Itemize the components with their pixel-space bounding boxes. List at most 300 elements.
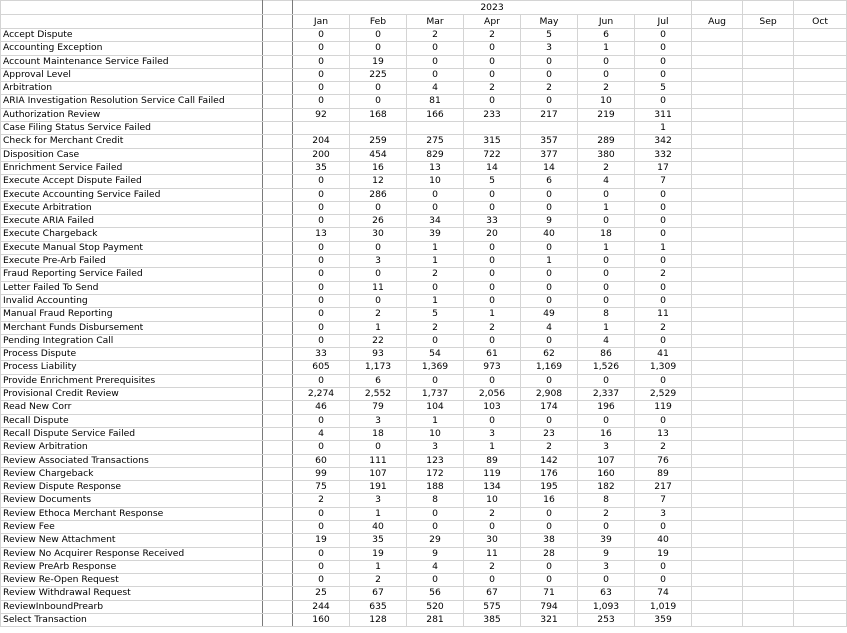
value-cell[interactable]: 0 [293,188,350,201]
value-cell[interactable]: 0 [407,42,464,55]
value-cell[interactable] [743,507,794,520]
value-cell[interactable]: 0 [464,188,521,201]
value-cell[interactable]: 67 [350,587,407,600]
spacer-cell[interactable] [263,600,293,613]
year-header[interactable]: 2023 [293,1,692,15]
value-cell[interactable]: 20 [464,228,521,241]
value-cell[interactable]: 10 [407,427,464,440]
value-cell[interactable] [692,255,743,268]
value-cell[interactable]: 1 [350,507,407,520]
value-cell[interactable]: 1 [521,255,578,268]
row-label[interactable]: Recall Dispute Service Failed [1,427,263,440]
value-cell[interactable] [743,520,794,533]
value-cell[interactable]: 123 [407,454,464,467]
value-cell[interactable]: 0 [293,215,350,228]
spacer-cell[interactable] [263,361,293,374]
value-cell[interactable]: 0 [350,268,407,281]
value-cell[interactable] [743,600,794,613]
value-cell[interactable]: 2 [350,308,407,321]
row-label[interactable]: Disposition Case [1,148,263,161]
spacer-cell[interactable] [263,201,293,214]
value-cell[interactable]: 104 [407,401,464,414]
value-cell[interactable]: 2 [578,82,635,95]
value-cell[interactable]: 0 [464,241,521,254]
value-cell[interactable]: 315 [464,135,521,148]
value-cell[interactable]: 19 [293,534,350,547]
row-label[interactable]: Review Arbitration [1,441,263,454]
value-cell[interactable]: 200 [293,148,350,161]
value-cell[interactable]: 3 [521,42,578,55]
value-cell[interactable] [692,281,743,294]
value-cell[interactable]: 86 [578,348,635,361]
value-cell[interactable]: 10 [578,95,635,108]
value-cell[interactable]: 0 [578,294,635,307]
value-cell[interactable] [692,427,743,440]
row-label[interactable]: Review Withdrawal Request [1,587,263,600]
value-cell[interactable]: 11 [635,308,692,321]
value-cell[interactable]: 286 [350,188,407,201]
value-cell[interactable] [743,135,794,148]
value-cell[interactable] [794,175,847,188]
row-label[interactable]: Execute Accept Dispute Failed [1,175,263,188]
value-cell[interactable] [794,82,847,95]
value-cell[interactable] [743,308,794,321]
row-label[interactable]: Account Maintenance Service Failed [1,55,263,68]
spacer-cell[interactable] [263,547,293,560]
value-cell[interactable]: 0 [578,268,635,281]
value-cell[interactable]: 0 [350,95,407,108]
value-cell[interactable]: 0 [407,334,464,347]
value-cell[interactable]: 0 [293,547,350,560]
value-cell[interactable]: 8 [578,494,635,507]
value-cell[interactable] [692,135,743,148]
value-cell[interactable]: 794 [521,600,578,613]
value-cell[interactable]: 16 [350,161,407,174]
value-cell[interactable] [794,108,847,121]
row-label[interactable]: Process Dispute [1,348,263,361]
spacer-cell[interactable] [263,520,293,533]
value-cell[interactable]: 33 [293,348,350,361]
value-cell[interactable]: 359 [635,614,692,627]
value-cell[interactable] [794,268,847,281]
value-cell[interactable]: 1,019 [635,600,692,613]
value-cell[interactable]: 3 [464,427,521,440]
value-cell[interactable]: 0 [293,308,350,321]
value-cell[interactable]: 0 [293,255,350,268]
spacer-cell[interactable] [263,241,293,254]
value-cell[interactable]: 2 [464,82,521,95]
spacer-cell[interactable] [263,255,293,268]
value-cell[interactable]: 1,169 [521,361,578,374]
spacer-cell[interactable] [263,161,293,174]
value-cell[interactable]: 4 [578,175,635,188]
empty-cell[interactable] [743,1,794,15]
value-cell[interactable]: 0 [464,294,521,307]
value-cell[interactable]: 128 [350,614,407,627]
value-cell[interactable] [743,348,794,361]
row-label[interactable]: Approval Level [1,68,263,81]
value-cell[interactable]: 17 [635,161,692,174]
value-cell[interactable]: 0 [293,95,350,108]
value-cell[interactable]: 0 [578,255,635,268]
value-cell[interactable]: 2 [464,29,521,42]
value-cell[interactable] [350,122,407,135]
value-cell[interactable] [743,388,794,401]
value-cell[interactable]: 0 [293,42,350,55]
spacer-cell[interactable] [263,454,293,467]
value-cell[interactable]: 973 [464,361,521,374]
value-cell[interactable]: 9 [521,215,578,228]
value-cell[interactable]: 63 [578,587,635,600]
value-cell[interactable]: 67 [464,587,521,600]
value-cell[interactable] [743,454,794,467]
row-label[interactable]: Review Documents [1,494,263,507]
value-cell[interactable]: 182 [578,481,635,494]
value-cell[interactable] [692,175,743,188]
value-cell[interactable] [692,68,743,81]
row-label[interactable]: Execute ARIA Failed [1,215,263,228]
value-cell[interactable]: 134 [464,481,521,494]
value-cell[interactable]: 0 [293,574,350,587]
row-label[interactable]: Accounting Exception [1,42,263,55]
value-cell[interactable]: 321 [521,614,578,627]
value-cell[interactable] [743,401,794,414]
value-cell[interactable]: 0 [407,520,464,533]
value-cell[interactable] [521,122,578,135]
value-cell[interactable]: 1,737 [407,388,464,401]
value-cell[interactable]: 204 [293,135,350,148]
value-cell[interactable] [794,574,847,587]
value-cell[interactable] [794,135,847,148]
value-cell[interactable]: 1 [578,321,635,334]
month-header-jul[interactable]: Jul [635,15,692,29]
value-cell[interactable]: 2 [293,494,350,507]
value-cell[interactable]: 0 [521,201,578,214]
value-cell[interactable]: 2 [635,321,692,334]
value-cell[interactable]: 7 [635,175,692,188]
value-cell[interactable]: 2 [464,560,521,573]
value-cell[interactable]: 10 [464,494,521,507]
value-cell[interactable]: 46 [293,401,350,414]
value-cell[interactable] [692,374,743,387]
value-cell[interactable]: 0 [578,68,635,81]
value-cell[interactable]: 79 [350,401,407,414]
value-cell[interactable]: 191 [350,481,407,494]
value-cell[interactable] [692,241,743,254]
value-cell[interactable]: 93 [350,348,407,361]
value-cell[interactable]: 0 [293,334,350,347]
value-cell[interactable] [293,122,350,135]
value-cell[interactable]: 0 [293,68,350,81]
value-cell[interactable]: 2,056 [464,388,521,401]
value-cell[interactable] [692,534,743,547]
value-cell[interactable]: 0 [521,188,578,201]
value-cell[interactable] [692,441,743,454]
value-cell[interactable] [743,122,794,135]
value-cell[interactable] [794,95,847,108]
value-cell[interactable]: 6 [521,175,578,188]
value-cell[interactable]: 3 [350,494,407,507]
value-cell[interactable]: 19 [635,547,692,560]
value-cell[interactable] [692,321,743,334]
value-cell[interactable]: 41 [635,348,692,361]
value-cell[interactable]: 311 [635,108,692,121]
value-cell[interactable]: 7 [635,494,692,507]
value-cell[interactable] [794,600,847,613]
value-cell[interactable]: 0 [578,55,635,68]
value-cell[interactable]: 0 [635,334,692,347]
value-cell[interactable]: 1 [464,441,521,454]
value-cell[interactable] [794,228,847,241]
value-cell[interactable]: 0 [464,334,521,347]
value-cell[interactable]: 1 [464,308,521,321]
value-cell[interactable]: 635 [350,600,407,613]
value-cell[interactable]: 722 [464,148,521,161]
spacer-cell[interactable] [263,560,293,573]
value-cell[interactable]: 0 [521,281,578,294]
value-cell[interactable]: 0 [635,55,692,68]
value-cell[interactable]: 217 [521,108,578,121]
value-cell[interactable] [692,308,743,321]
value-cell[interactable]: 0 [521,268,578,281]
value-cell[interactable]: 13 [293,228,350,241]
month-header-feb[interactable]: Feb [350,15,407,29]
value-cell[interactable]: 6 [578,29,635,42]
value-cell[interactable]: 0 [464,374,521,387]
value-cell[interactable]: 2 [350,574,407,587]
row-label[interactable]: Authorization Review [1,108,263,121]
value-cell[interactable]: 5 [407,308,464,321]
value-cell[interactable]: 0 [350,201,407,214]
value-cell[interactable] [692,600,743,613]
value-cell[interactable]: 18 [578,228,635,241]
empty-cell[interactable] [794,1,847,15]
value-cell[interactable] [743,481,794,494]
value-cell[interactable]: 0 [464,574,521,587]
value-cell[interactable]: 10 [407,175,464,188]
value-cell[interactable]: 0 [635,294,692,307]
value-cell[interactable]: 61 [464,348,521,361]
value-cell[interactable]: 0 [635,29,692,42]
value-cell[interactable] [743,614,794,627]
row-label[interactable]: Execute Manual Stop Payment [1,241,263,254]
value-cell[interactable]: 16 [521,494,578,507]
value-cell[interactable]: 19 [350,547,407,560]
value-cell[interactable] [743,175,794,188]
value-cell[interactable]: 30 [350,228,407,241]
value-cell[interactable] [692,188,743,201]
value-cell[interactable]: 0 [293,82,350,95]
value-cell[interactable]: 0 [635,201,692,214]
value-cell[interactable]: 62 [521,348,578,361]
value-cell[interactable]: 0 [293,175,350,188]
value-cell[interactable]: 11 [350,281,407,294]
value-cell[interactable]: 1 [635,122,692,135]
value-cell[interactable]: 0 [464,414,521,427]
value-cell[interactable]: 8 [407,494,464,507]
value-cell[interactable] [794,334,847,347]
value-cell[interactable]: 0 [293,520,350,533]
value-cell[interactable] [743,587,794,600]
value-cell[interactable]: 142 [521,454,578,467]
value-cell[interactable] [794,520,847,533]
row-label[interactable]: Read New Corr [1,401,263,414]
value-cell[interactable]: 0 [635,188,692,201]
value-cell[interactable]: 60 [293,454,350,467]
header-spacer-cell[interactable] [263,15,293,29]
value-cell[interactable]: 119 [635,401,692,414]
value-cell[interactable]: 575 [464,600,521,613]
spacer-cell[interactable] [263,108,293,121]
value-cell[interactable] [743,215,794,228]
value-cell[interactable]: 119 [464,467,521,480]
value-cell[interactable]: 1,526 [578,361,635,374]
value-cell[interactable] [743,294,794,307]
value-cell[interactable]: 0 [578,215,635,228]
value-cell[interactable]: 0 [407,281,464,294]
month-header-apr[interactable]: Apr [464,15,521,29]
month-header-sep[interactable]: Sep [743,15,794,29]
spacer-cell[interactable] [263,507,293,520]
value-cell[interactable]: 0 [407,374,464,387]
value-cell[interactable]: 49 [521,308,578,321]
spacer-cell[interactable] [263,294,293,307]
value-cell[interactable]: 89 [635,467,692,480]
value-cell[interactable]: 0 [635,520,692,533]
value-cell[interactable] [794,281,847,294]
value-cell[interactable] [794,507,847,520]
value-cell[interactable]: 107 [578,454,635,467]
value-cell[interactable] [794,42,847,55]
spacer-cell[interactable] [263,175,293,188]
value-cell[interactable]: 0 [521,95,578,108]
row-label[interactable]: Review Fee [1,520,263,533]
value-cell[interactable]: 1,309 [635,361,692,374]
value-cell[interactable]: 1 [350,321,407,334]
row-label[interactable]: Review PreArb Response [1,560,263,573]
value-cell[interactable]: 0 [293,507,350,520]
row-label[interactable]: Case Filing Status Service Failed [1,122,263,135]
value-cell[interactable]: 2,274 [293,388,350,401]
value-cell[interactable]: 0 [521,241,578,254]
value-cell[interactable]: 34 [407,215,464,228]
value-cell[interactable] [692,268,743,281]
spacer-cell[interactable] [263,95,293,108]
value-cell[interactable]: 33 [464,215,521,228]
value-cell[interactable] [794,427,847,440]
value-cell[interactable]: 219 [578,108,635,121]
value-cell[interactable]: 176 [521,467,578,480]
row-label[interactable]: Manual Fraud Reporting [1,308,263,321]
value-cell[interactable]: 2,529 [635,388,692,401]
value-cell[interactable] [692,520,743,533]
value-cell[interactable]: 4 [407,82,464,95]
value-cell[interactable]: 35 [293,161,350,174]
value-cell[interactable]: 28 [521,547,578,560]
value-cell[interactable] [692,122,743,135]
value-cell[interactable]: 172 [407,467,464,480]
value-cell[interactable]: 0 [578,414,635,427]
value-cell[interactable]: 0 [293,241,350,254]
value-cell[interactable]: 5 [464,175,521,188]
value-cell[interactable] [692,108,743,121]
value-cell[interactable] [743,228,794,241]
spacer-cell[interactable] [263,308,293,321]
value-cell[interactable] [692,348,743,361]
month-header-mar[interactable]: Mar [407,15,464,29]
value-cell[interactable]: 342 [635,135,692,148]
value-cell[interactable]: 0 [293,321,350,334]
value-cell[interactable] [743,268,794,281]
value-cell[interactable]: 0 [521,55,578,68]
row-label[interactable]: Review Associated Transactions [1,454,263,467]
value-cell[interactable]: 11 [464,547,521,560]
value-cell[interactable]: 2 [578,507,635,520]
value-cell[interactable] [743,95,794,108]
value-cell[interactable] [794,161,847,174]
value-cell[interactable]: 0 [578,520,635,533]
header-label-cell[interactable] [1,1,263,15]
value-cell[interactable] [794,454,847,467]
value-cell[interactable] [464,122,521,135]
value-cell[interactable] [743,55,794,68]
value-cell[interactable] [794,215,847,228]
value-cell[interactable]: 0 [521,414,578,427]
value-cell[interactable]: 0 [521,560,578,573]
value-cell[interactable]: 0 [635,255,692,268]
value-cell[interactable]: 19 [350,55,407,68]
row-label[interactable]: Recall Dispute [1,414,263,427]
value-cell[interactable]: 1 [407,414,464,427]
value-cell[interactable] [692,148,743,161]
value-cell[interactable] [692,228,743,241]
value-cell[interactable]: 4 [407,560,464,573]
value-cell[interactable] [794,441,847,454]
value-cell[interactable]: 2 [464,321,521,334]
value-cell[interactable]: 22 [350,334,407,347]
value-cell[interactable]: 9 [578,547,635,560]
value-cell[interactable]: 25 [293,587,350,600]
value-cell[interactable] [692,507,743,520]
value-cell[interactable]: 3 [635,507,692,520]
row-label[interactable]: Arbitration [1,82,263,95]
value-cell[interactable]: 0 [350,29,407,42]
spacer-cell[interactable] [263,574,293,587]
value-cell[interactable] [794,321,847,334]
value-cell[interactable]: 71 [521,587,578,600]
value-cell[interactable]: 0 [521,574,578,587]
month-header-oct[interactable]: Oct [794,15,847,29]
row-label[interactable]: Fraud Reporting Service Failed [1,268,263,281]
row-label[interactable]: Review New Attachment [1,534,263,547]
value-cell[interactable]: 23 [521,427,578,440]
value-cell[interactable] [794,547,847,560]
value-cell[interactable] [743,42,794,55]
value-cell[interactable] [794,55,847,68]
value-cell[interactable]: 289 [578,135,635,148]
value-cell[interactable]: 14 [521,161,578,174]
row-label[interactable]: Execute Arbitration [1,201,263,214]
row-label[interactable]: Select Transaction [1,614,263,627]
value-cell[interactable]: 0 [578,574,635,587]
row-label[interactable]: Provide Enrichment Prerequisites [1,374,263,387]
value-cell[interactable] [794,188,847,201]
value-cell[interactable]: 0 [464,55,521,68]
value-cell[interactable] [692,82,743,95]
month-header-jun[interactable]: Jun [578,15,635,29]
value-cell[interactable] [794,29,847,42]
value-cell[interactable]: 166 [407,108,464,121]
